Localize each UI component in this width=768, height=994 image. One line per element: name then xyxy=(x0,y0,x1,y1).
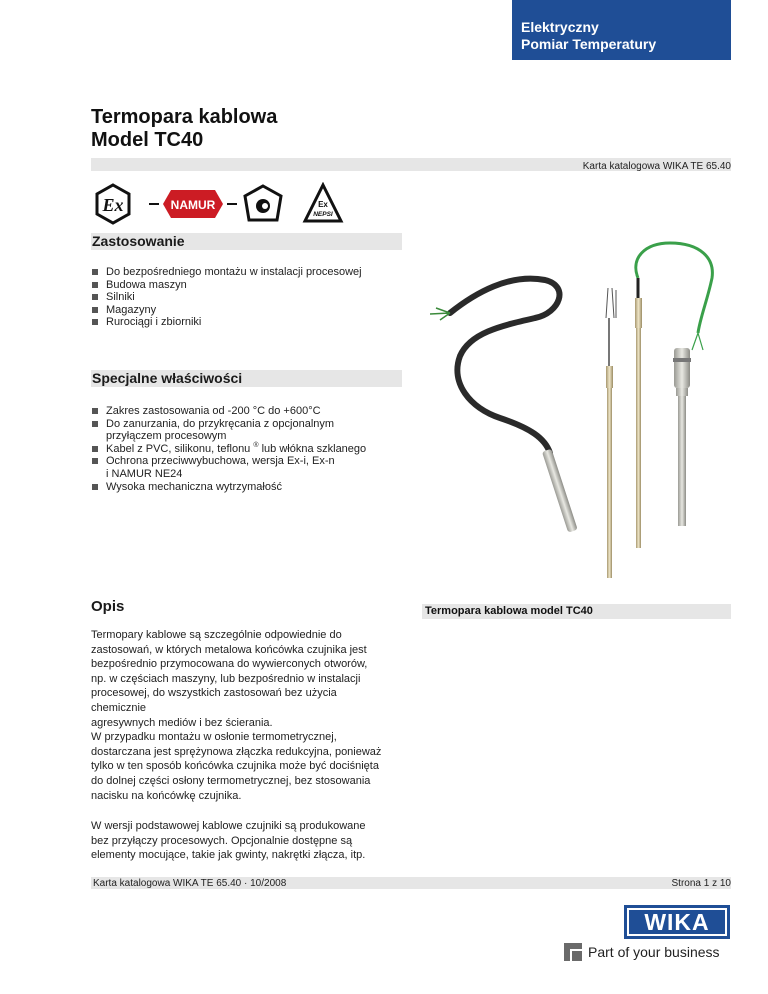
atex-ex-icon xyxy=(97,185,129,223)
category-line-1: Elektryczny xyxy=(521,19,599,35)
description-heading: Opis xyxy=(91,598,125,615)
namur-label: NAMUR xyxy=(170,198,216,212)
wika-logo-text: WIKA xyxy=(627,908,727,936)
category-line-2: Pomiar Temperatury xyxy=(521,36,657,52)
description-paragraph-3: W wersji podstawowej kablowe czujniki są produkowane bez przyłączy procesowych. Opcjonalnie dostępne są elementy mocujące, takie jak gwinty, nakrętki złącza, itp. xyxy=(91,820,366,862)
image-caption: Termopara kablowa model TC40 xyxy=(425,605,593,617)
category-box xyxy=(512,0,731,60)
applications-list xyxy=(91,266,411,329)
footer-page-number: Strona 1 z 10 xyxy=(671,878,731,889)
features-heading-bar xyxy=(91,370,402,387)
title-line-2: Model TC40 xyxy=(91,129,204,151)
list-item: Zakres zastosowania od -200 °C do +600°C xyxy=(91,405,421,418)
nepsi-label-top: Ex xyxy=(318,200,328,209)
brand-tagline: Part of your business xyxy=(588,944,720,960)
list-item: Kabel z PVC, silikonu, teflonu ® lub włókna szklanego xyxy=(91,443,421,456)
list-item: Silniki xyxy=(91,291,411,304)
applications-heading: Zastosowanie xyxy=(92,233,185,249)
certification-logos xyxy=(91,182,351,226)
applications-heading-bar xyxy=(91,233,402,250)
tagline-square-icon xyxy=(564,943,582,961)
wika-logo-box xyxy=(624,905,730,939)
nepsi-icon xyxy=(305,185,341,221)
list-item: Do zanurzania, do przykręcania z opcjonalnym przyłączem procesowym xyxy=(91,418,421,443)
list-item: Budowa maszyn xyxy=(91,279,411,292)
features-list xyxy=(91,405,421,493)
title-line-1: Termopara kablowa xyxy=(91,106,278,128)
datasheet-reference: Karta katalogowa WIKA TE 65.40 xyxy=(582,161,731,172)
footer-datasheet: Karta katalogowa WIKA TE 65.40 · 10/2008 xyxy=(93,878,287,889)
product-image xyxy=(430,238,730,588)
svg-text:Ex: Ex xyxy=(102,195,124,215)
nepsi-label-bottom: NEPSI xyxy=(313,211,333,218)
description-body xyxy=(91,628,391,863)
wika-logo xyxy=(564,905,732,965)
page-title xyxy=(91,106,277,152)
list-item: Magazyny xyxy=(91,304,411,317)
description-paragraph-1: Termopary kablowe są szczególnie odpowiednie do zastosowań, w których metalowa końcówka czujnika jest bezpośrednio przymocowana do wywierconych otworów, np. w częściach maszyny, lub bezpośrednio w instalacji procesowej, do wszystkich zastosowań bez użycia chemicznie agresywnych mediów i bez ścierania. W przypadku montażu w osłonie termometrycznej, dostarczana jest sprężynowa złączka redukcyjna, ponieważ tylko w ten sposób końcówka czujnika może być dociśnięta do dolnej części osłony termometrycznej, bez stosowania nacisku na końcówkę czujnika. xyxy=(91,629,382,802)
namur-logo xyxy=(149,190,237,218)
list-item: Do bezpośredniego montażu w instalacji procesowej xyxy=(91,266,411,279)
gost-icon xyxy=(245,186,281,220)
list-item: Wysoka mechaniczna wytrzymałość xyxy=(91,481,421,494)
thermocouple-illustration xyxy=(430,238,730,588)
list-item: Rurociągi i zbiorniki xyxy=(91,316,411,329)
list-item: Ochrona przeciwwybuchowa, wersja Ex-i, Ex-n i NAMUR NE24 xyxy=(91,455,421,480)
features-heading: Specjalne właściwości xyxy=(92,370,243,386)
certification-svg xyxy=(91,182,351,226)
